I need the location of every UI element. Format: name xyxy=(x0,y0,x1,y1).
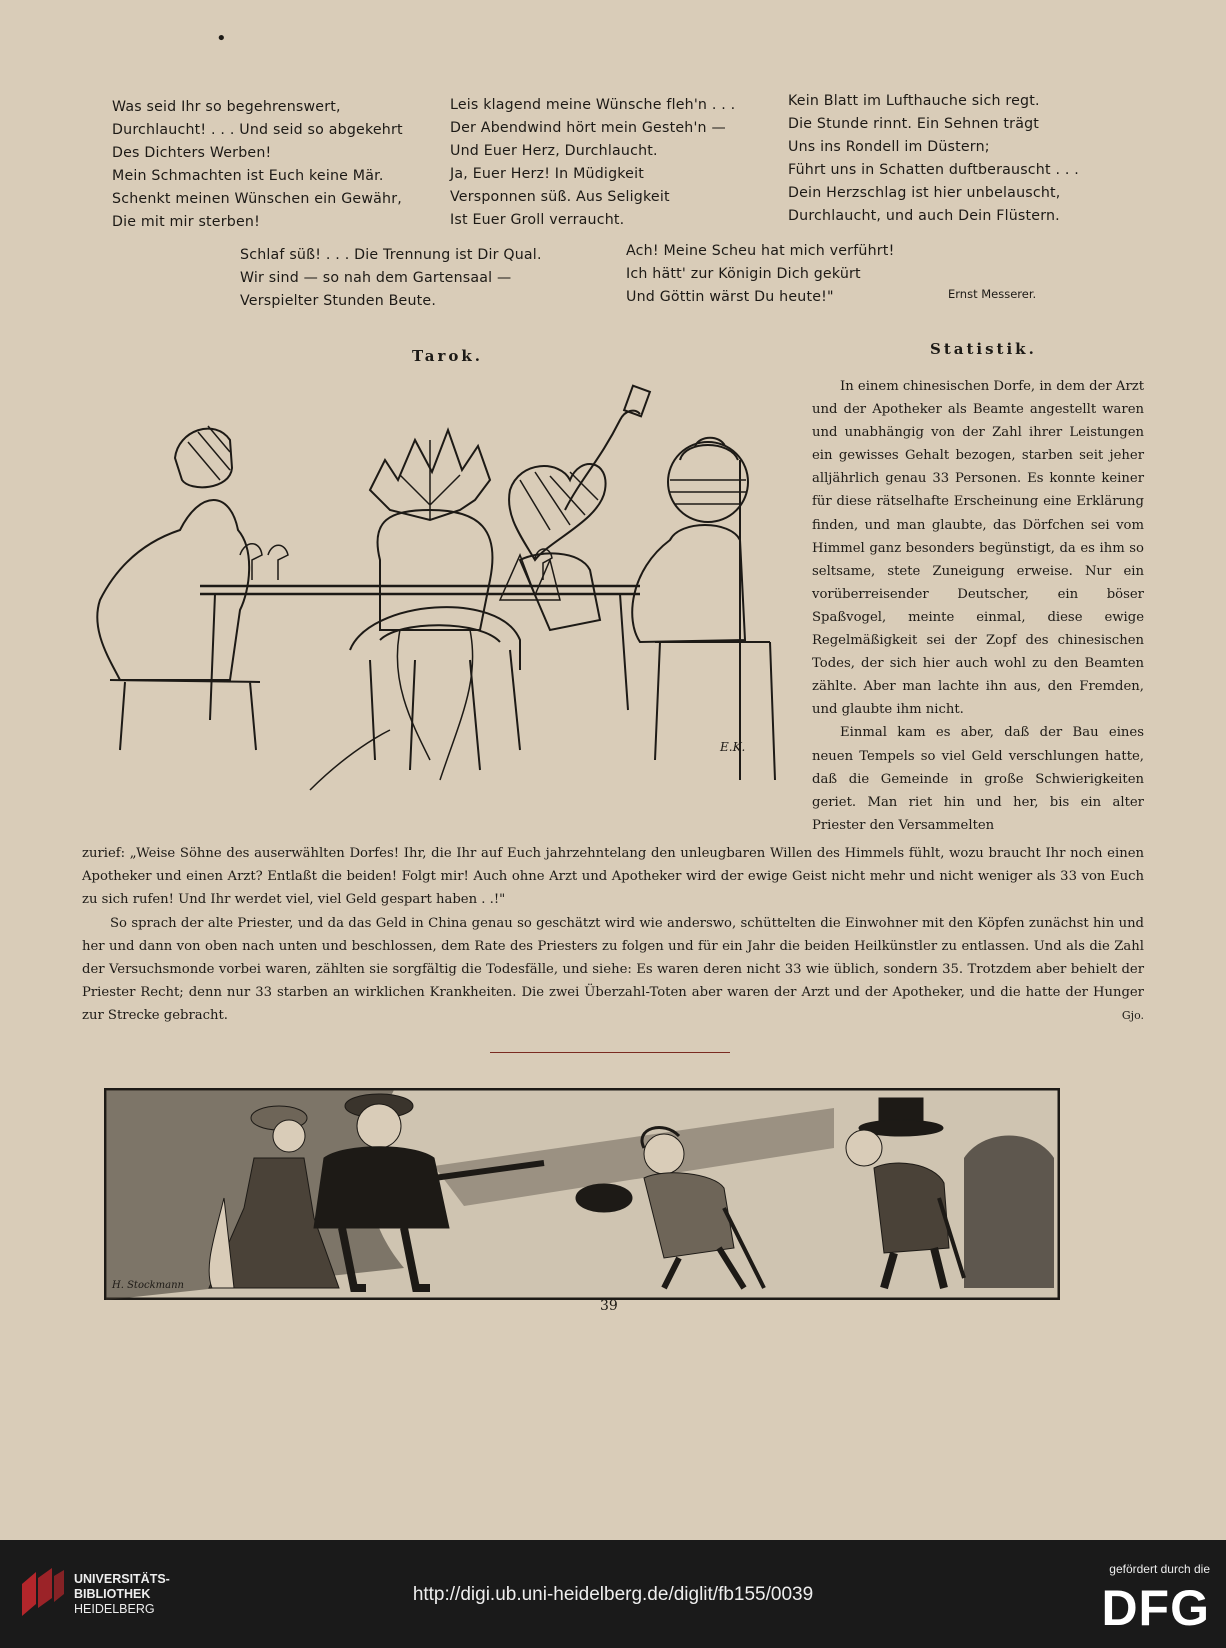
uni-line: BIBLIOTHEK xyxy=(74,1587,151,1601)
section-divider xyxy=(490,1052,730,1053)
statistik-paragraph-final xyxy=(82,912,1144,1028)
poem-line: Dein Herzschlag ist hier unbelauscht, xyxy=(788,185,1061,201)
heart-head xyxy=(509,464,606,560)
poem-line: Wir sind — so nah dem Gartensaal — xyxy=(240,270,512,286)
poem-line: Ach! Meine Scheu hat mich verführt! xyxy=(626,243,895,259)
bell-body xyxy=(632,525,745,642)
poem-line: Der Abendwind hört mein Gesteh'n — xyxy=(450,120,726,136)
statistik-signature: Gjo. xyxy=(1121,1009,1144,1023)
table-top xyxy=(200,586,640,594)
statistik-paragraph: In einem chinesischen Dorfe, in dem der Arzt und der Apotheker als Beamte angestellt waren und unabhängig von der Zahl ihrer Leistungen ein gewisses Gehalt bezogen, starben seit jeher alljährlich genau 33 Personen. Es konnte keiner für diese rätselhafte Erscheinung eine Erklärung finden, und man glaubte, das Dörfchen sei vom Himmel ganz besonders begünstigt, da es ihm so seltsame, stete Zuneigung erweise. Nur ein vorüberreisender Deutscher, ein böser Spaßvogel, meinte einmal, diese ewige Regelmäßigkeit sei der Zopf des chinesischen Todes, der sich hier auch wohl zu den Beamten zählte. Aber man lachte ihn aus, den Fremden, und glaubte ihm nicht. xyxy=(812,379,1144,718)
dfg-logo[interactable]: DFG xyxy=(1101,1580,1210,1636)
poem-line: Verspielter Stunden Beute. xyxy=(240,293,437,309)
permalink-url[interactable]: http://digi.ub.uni-heidelberg.de/diglit/fb155/0039 xyxy=(412,1584,814,1605)
poem-line: Schenkt meinen Wünschen ein Gewähr, xyxy=(112,191,402,207)
acorn-body xyxy=(97,500,249,680)
statistik-paragraph: Einmal kam es aber, daß der Bau eines neuen Tempels so viel Geld verschlungen hatte, daß die Gemeinde in große Schwierigkeiten geriet. Man riet hin und her, bis ein alter Priester den Versammelten xyxy=(812,725,1144,833)
chair-back xyxy=(350,607,520,670)
poem-line: Die Stunde rinnt. Ein Sehnen trägt xyxy=(788,116,1040,132)
statistik-title: Statistik. xyxy=(930,340,1037,358)
library-footer xyxy=(0,1540,1226,1648)
poem-line: Und Göttin wärst Du heute!" xyxy=(626,289,834,305)
cartoon-signature: H. Stockmann xyxy=(112,1280,184,1291)
statistik-column xyxy=(812,375,1144,837)
funded-by-label: gefördert durch die xyxy=(1109,1562,1210,1576)
chair-legs xyxy=(370,650,520,770)
poem-column-3 xyxy=(788,90,1079,228)
poem-line: Und Euer Herz, Durchlaucht. xyxy=(450,143,658,159)
bell-chair xyxy=(655,460,775,780)
poem-line: Ich hätt' zur Königin Dich gekürt xyxy=(626,266,861,282)
page-mark: • xyxy=(216,28,227,49)
poem-line: Was seid Ihr so begehrenswert, xyxy=(112,99,341,115)
statistik-continuation xyxy=(82,842,1144,1028)
poem-author: Ernst Messerer. xyxy=(948,287,1037,301)
poem-line: Durchlaucht! . . . Und seid so abgekehrt xyxy=(112,122,403,138)
poem-line: Schlaf süß! . . . Die Trennung ist Dir Qual. xyxy=(240,247,542,263)
acorn-stool xyxy=(110,680,260,750)
page-number: 39 xyxy=(600,1298,618,1314)
glasses xyxy=(240,544,552,580)
bell-stripes xyxy=(670,480,746,504)
poem-line: Durchlaucht, und auch Dein Flüstern. xyxy=(788,208,1060,224)
uni-line: UNIVERSITÄTS- xyxy=(74,1572,170,1586)
poem-line: Leis klagend meine Wünsche fleh'n . . . xyxy=(450,97,736,113)
crossed-legs xyxy=(310,630,473,790)
poem-column-1 xyxy=(112,96,403,234)
bell-head xyxy=(668,442,748,522)
poem-line: Ist Euer Groll verraucht. xyxy=(450,212,625,228)
heart-arm-raised xyxy=(565,411,640,510)
tarok-title: Tarok. xyxy=(412,347,483,365)
poem-final-left xyxy=(240,244,542,313)
leaf-body xyxy=(377,510,492,630)
poem-line: Versponnen süß. Aus Seligkeit xyxy=(450,189,670,205)
poem-line: Des Dichters Werben! xyxy=(112,145,272,161)
poem-column-2 xyxy=(450,94,735,232)
cartoon-illustration xyxy=(104,1088,1060,1300)
uni-line: HEIDELBERG xyxy=(74,1602,155,1616)
poem-line: Ja, Euer Herz! In Müdigkeit xyxy=(450,166,645,182)
poem-line: Mein Schmachten ist Euch keine Mär. xyxy=(112,168,384,184)
statistik-paragraph: zurief: „Weise Söhne des auserwählten Dorfes! Ihr, die Ihr auf Euch jahrzehntelang den unleugbaren Willen des Himmels fühlt, wozu braucht Ihr noch einen Apotheker und einen Arzt? Entlaßt die beiden! Folgt mir! Auch ohne Arzt und Apotheker wird der ewige Geist nicht mehr und nicht weniger als 33 von Euch zu sich rufen! Und Ihr werdet viel, viel Geld gespart haben . .!" xyxy=(82,846,1144,908)
poem-final-right xyxy=(626,240,894,309)
tarok-signature: E.K. xyxy=(720,740,746,754)
heart-body xyxy=(520,553,600,630)
tarok-illustration xyxy=(80,380,810,810)
poem-line: Uns ins Rondell im Düstern; xyxy=(788,139,990,155)
poem-line: Kein Blatt im Lufthauche sich regt. xyxy=(788,93,1040,109)
poem-line: Die mit mir sterben! xyxy=(112,214,260,230)
statistik-paragraph-text: So sprach der alte Priester, und da das Geld in China genau so geschätzt wird wie anderswo, schüttelten die Einwohner mit den Köpfen zunächst hin und her und dann von oben nach unten und beschlossen, dem Rate des Priesters zu folgen und für ein Jahr die beiden Heilkünstler zu entlassen. Und als die Zahl der Versuchsmonde vorbei waren, zählten sie sorgfältig die Todesfälle, und siehe: Es waren deren nicht 33 wie üblich, sondern 35. Trotzdem aber behielt der Priester Recht; denn nur 33 starben an wirklichen Krankheiten. Die zwei Überzahl-Toten aber waren der Arzt und der Apotheker, und die hatte der Hunger zur Strecke gebracht. xyxy=(82,915,1144,1024)
table-legs xyxy=(210,594,628,720)
poem-line: Führt uns in Schatten duftberauscht . . . xyxy=(788,162,1080,178)
heart-stripes xyxy=(520,472,598,530)
